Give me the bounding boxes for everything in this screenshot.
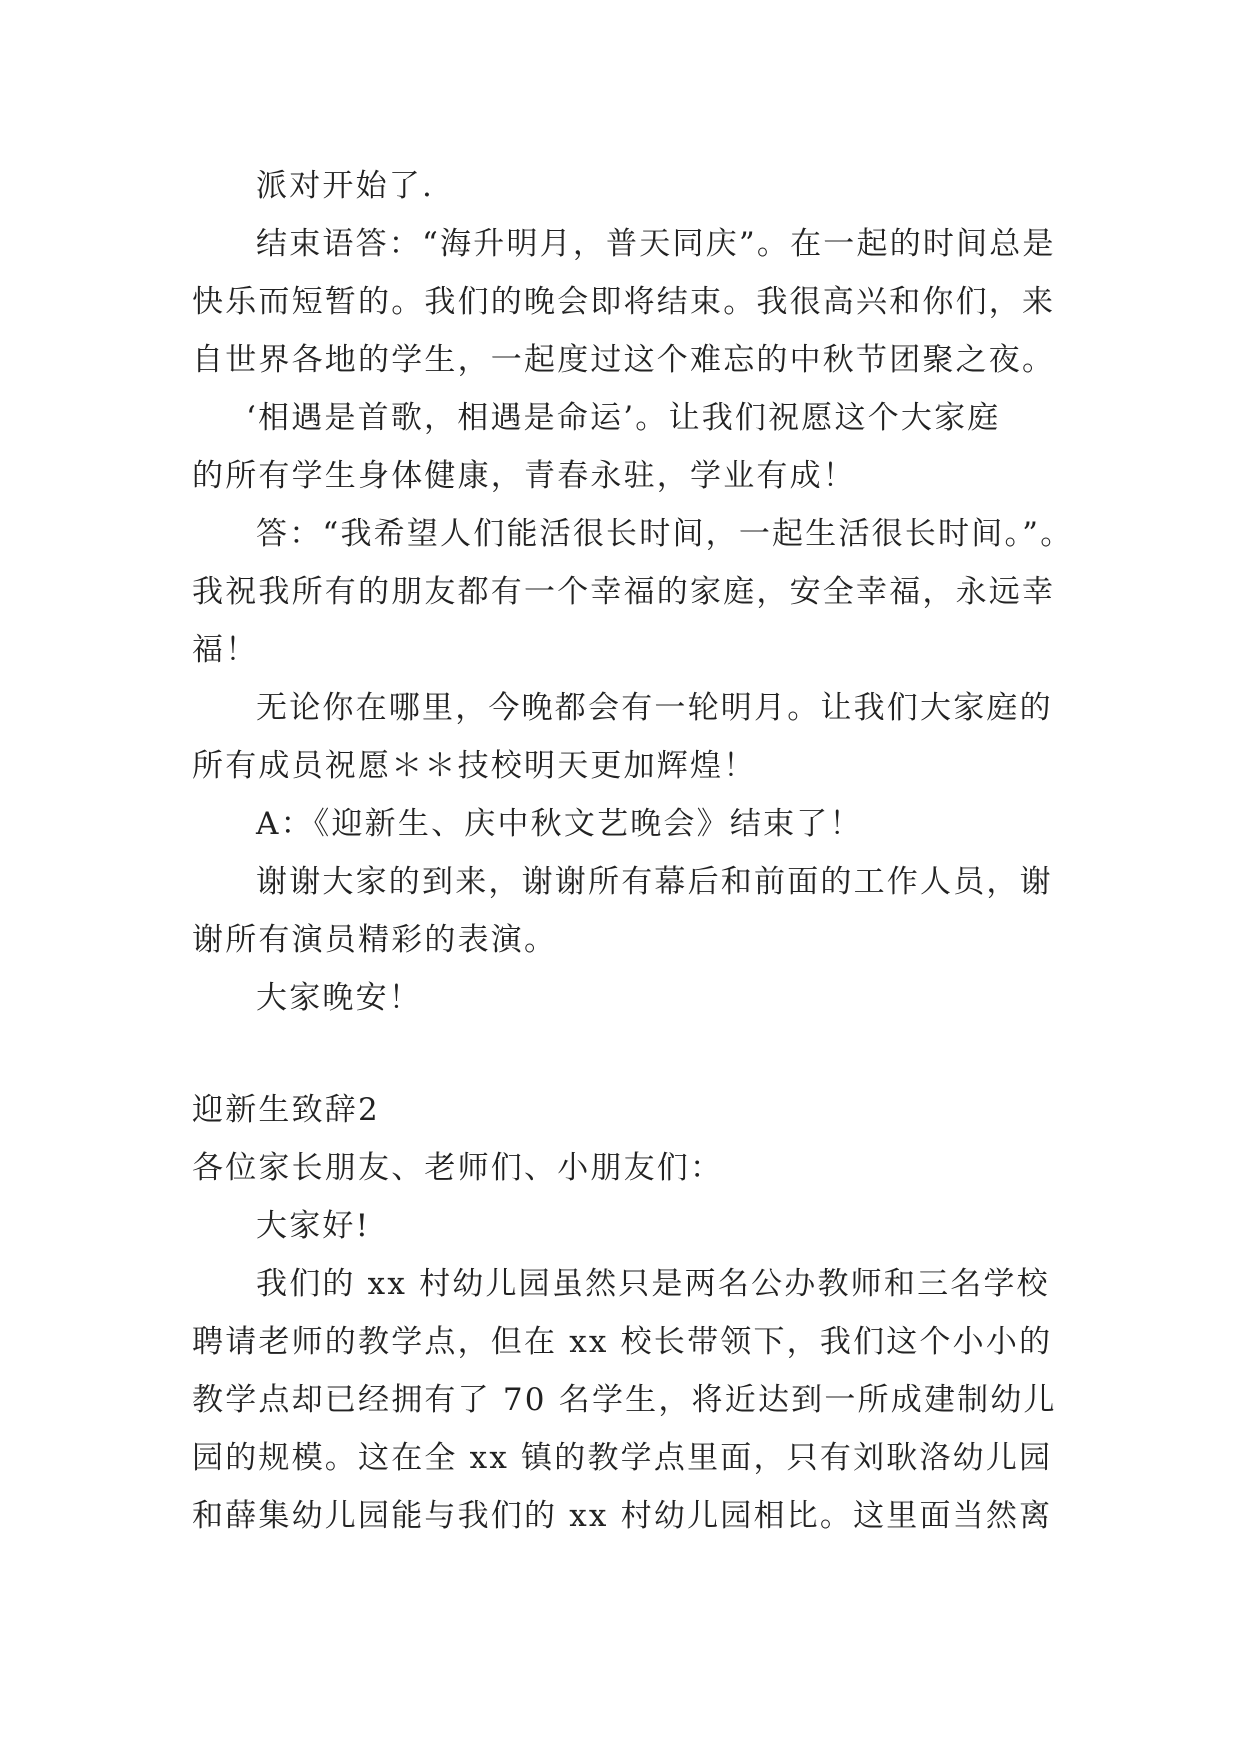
paragraph-line: 结束语答：“海升明月，普天同庆”。在一起的时间总是 [256,226,1056,262]
paragraph-line: 谢谢大家的到来，谢谢所有幕后和前面的工作人员，谢 [256,864,1053,900]
paragraph-line: 大家晚安！ [256,980,422,1016]
paragraph-line: 福！ [192,632,259,668]
paragraph-line: 答：“我希望人们能活很长时间，一起生活很长时间。”。 [256,516,1074,552]
paragraph-line: 快乐而短暂的。我们的晚会即将结束。我很高兴和你们，来 [192,284,1056,320]
paragraph-line: 无论你在哪里，今晚都会有一轮明月。让我们大家庭的 [256,690,1053,726]
paragraph-line: 和薛集幼儿园能与我们的 xx 村幼儿园相比。这里面当然离 [192,1498,1053,1534]
paragraph-line: 我祝我所有的朋友都有一个幸福的家庭，安全幸福，永远幸 [192,574,1056,610]
paragraph-line: 派对开始了. [256,168,435,204]
paragraph-line: 大家好! [256,1208,371,1244]
salutation-line: 各位家长朋友、老师们、小朋友们： [192,1150,724,1186]
paragraph-line: 教学点却已经拥有了 70 名学生，将近达到一所成建制幼儿 [192,1382,1057,1418]
paragraph-line: 所有成员祝愿＊＊技校明天更加辉煌！ [192,748,757,784]
paragraph-line: 我们的 xx 村幼儿园虽然只是两名公办教师和三名学校 [256,1266,1050,1302]
section-heading: 迎新生致辞2 [192,1092,380,1128]
paragraph-line: 园的规模。这在全 xx 镇的教学点里面，只有刘耿洛幼儿园 [192,1440,1053,1476]
paragraph-line: ‘相遇是首歌，相遇是命运’。让我们祝愿这个大家庭 [246,400,1001,436]
paragraph-line: 聘请老师的教学点，但在 xx 校长带领下，我们这个小小的 [192,1324,1053,1360]
paragraph-line: A：《迎新生、庆中秋文艺晚会》结束了！ [256,806,863,842]
paragraph-line: 谢所有演员精彩的表演。 [192,922,558,958]
paragraph-line: 自世界各地的学生，一起度过这个难忘的中秋节团聚之夜。 [192,342,1056,378]
paragraph-line: 的所有学生身体健康，青春永驻，学业有成！ [192,458,856,494]
